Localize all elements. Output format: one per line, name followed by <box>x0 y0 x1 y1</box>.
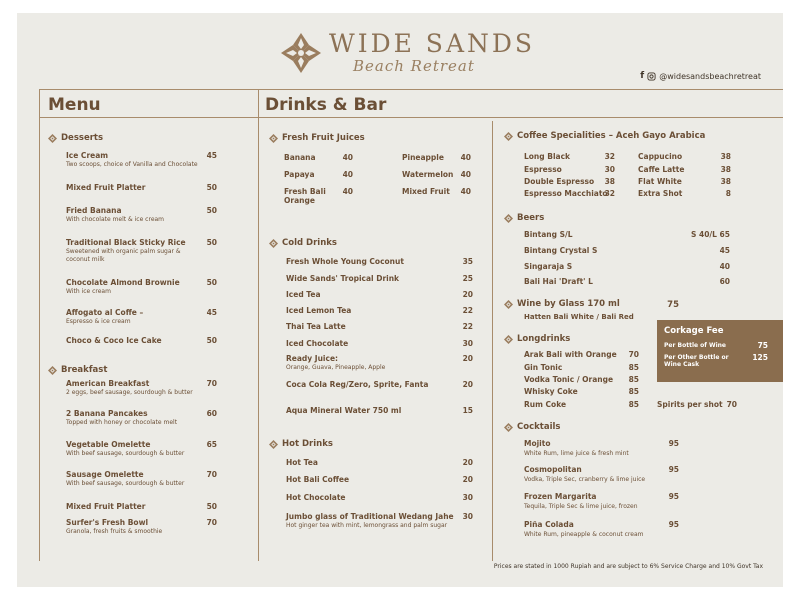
item-price: 40 <box>460 153 471 162</box>
item-name: Mixed Fruit Platter <box>66 183 146 192</box>
item-name: Aqua Mineral Water 750 ml <box>286 406 402 415</box>
header <box>17 13 783 93</box>
item-price: 45 <box>206 308 217 317</box>
item-name: Traditional Black Sticky Rice <box>66 238 186 247</box>
social-handle[interactable]: @widesandsbeachretreat <box>659 71 761 81</box>
section-title-text: Cold Drinks <box>282 238 337 248</box>
price-note: Prices are stated in 1000 Rupiah and are subject to 6% Service Charge and 10% Govt Tax <box>493 563 763 570</box>
social-links <box>640 71 761 81</box>
item-price: 50 <box>206 502 217 511</box>
item-price: 50 <box>206 238 217 247</box>
item-name: Caffe Latte <box>638 165 685 174</box>
item-price: 85 <box>628 400 639 409</box>
item-name: Double Espresso <box>524 177 595 186</box>
item-name: Bintang S/L <box>524 230 573 239</box>
item-price: 22 <box>462 322 473 331</box>
ornament-icon <box>269 134 278 143</box>
item-description: Orange, Guava, Pineapple, Apple <box>286 364 386 371</box>
ornament-icon <box>504 335 513 344</box>
item-name: Hot Bali Coffee <box>286 475 350 484</box>
item-name: Piña Colada <box>524 520 574 529</box>
menu-sheet <box>17 13 783 587</box>
item-price: 65 <box>206 440 217 449</box>
ornament-icon <box>48 366 57 375</box>
item-name: Whisky Coke <box>524 387 578 396</box>
item-description: Vodka, Triple Sec, cranberry & lime juice <box>524 476 646 483</box>
section-title-text: Longdrinks <box>517 334 571 344</box>
wine-price: 75 <box>667 300 679 310</box>
item-price: 30 <box>604 165 615 174</box>
section-title <box>269 238 337 248</box>
item-price: 40 <box>460 170 471 179</box>
item-price: 85 <box>628 363 639 372</box>
item-description: Two scoops, choice of Vanilla and Chocolate <box>66 161 198 168</box>
item-name: American Breakfast <box>66 379 150 388</box>
item-name: Espresso Macchiato <box>524 189 608 198</box>
ornament-icon <box>48 134 57 143</box>
item-name: Rum Coke <box>524 400 567 409</box>
item-name: Surfer's Fresh Bowl <box>66 518 149 527</box>
item-name: Ready Juice: <box>286 354 339 363</box>
item-price: 25 <box>462 274 473 283</box>
ornament-icon <box>504 423 513 432</box>
item-price: 70 <box>206 470 217 479</box>
item-description: Hot ginger tea with mint, lemongrass and palm sugar <box>286 522 448 529</box>
section-title <box>504 422 560 432</box>
spirits-price: 70 <box>726 400 737 409</box>
drinks-column-divider <box>492 121 493 561</box>
item-name: Chocolate Almond Brownie <box>66 278 180 287</box>
item-description: Hatten Bali White / Bali Red <box>524 313 634 321</box>
item-price: 35 <box>462 257 473 266</box>
item-price: 45 <box>719 246 730 255</box>
corkage-label: Per Bottle of Wine <box>664 342 726 349</box>
item-name: Sausage Omelette <box>66 470 144 479</box>
section-title <box>504 299 620 309</box>
corkage-price: 125 <box>752 353 768 362</box>
item-price: 22 <box>462 306 473 315</box>
drinks-title: Drinks & Bar <box>265 95 387 115</box>
item-price: 50 <box>206 278 217 287</box>
item-name: Singaraja S <box>524 262 573 271</box>
corkage-price: 75 <box>757 341 768 350</box>
item-price: 40 <box>342 153 353 162</box>
section-title <box>48 133 103 143</box>
item-price: 30 <box>462 493 473 502</box>
item-price: 95 <box>668 520 679 529</box>
item-name: Arak Bali with Orange <box>524 350 617 359</box>
section-title-text: Wine by Glass 170 ml <box>517 299 620 309</box>
item-name: Watermelon <box>402 170 454 179</box>
section-title-text: Hot Drinks <box>282 439 333 449</box>
item-name: Hot Chocolate <box>286 493 346 502</box>
item-name: Frozen Margarita <box>524 492 597 501</box>
item-price: 38 <box>720 177 731 186</box>
item-name: Iced Tea <box>286 290 321 299</box>
item-name: Thai Tea Latte <box>286 322 346 331</box>
section-title-text: Beers <box>517 213 545 223</box>
section-title <box>504 131 705 141</box>
item-price: 95 <box>668 465 679 474</box>
item-price: 50 <box>206 206 217 215</box>
brand-tagline: Beach Retreat <box>353 57 475 75</box>
item-description: Topped with honey or chocolate melt <box>66 419 178 426</box>
item-description: With beef sausage, sourdough & butter <box>66 480 185 487</box>
brand-name: WIDE SANDS <box>329 29 536 58</box>
section-title <box>48 365 107 375</box>
facebook-icon[interactable]: f <box>640 71 645 81</box>
section-title-text: Breakfast <box>61 365 108 375</box>
item-name: Vodka Tonic / Orange <box>524 375 614 384</box>
spirits-label: Spirits per shot <box>657 400 723 409</box>
brand-logo-icon <box>279 31 323 75</box>
item-name: Choco & Coco Ice Cake <box>66 336 162 345</box>
item-description: Sweetened with organic palm sugar & coconut milk <box>66 248 181 263</box>
item-name: Fresh Bali Orange <box>284 187 326 205</box>
item-description: Espresso & ice cream <box>66 318 131 325</box>
item-name: Pineapple <box>402 153 444 162</box>
section-title <box>504 213 544 223</box>
item-price: 95 <box>668 439 679 448</box>
item-price: 30 <box>462 512 473 521</box>
item-price: 20 <box>462 458 473 467</box>
menu-title: Menu <box>48 95 101 115</box>
item-name: Fresh Whole Young Coconut <box>286 257 404 266</box>
section-title <box>269 439 333 449</box>
item-name: Long Black <box>524 152 571 161</box>
section-title-text: Fresh Fruit Juices <box>282 133 365 143</box>
ornament-icon <box>504 300 513 309</box>
item-price: 20 <box>462 290 473 299</box>
title-divider <box>39 117 783 118</box>
corkage-title: Corkage Fee <box>664 326 724 336</box>
item-name: Mixed Fruit Platter <box>66 502 146 511</box>
item-description: Tequila, Triple Sec & lime juice, frozen <box>524 503 638 510</box>
item-description: With beef sausage, sourdough & butter <box>66 450 185 457</box>
item-name: Mojito <box>524 439 551 448</box>
item-name: Mixed Fruit <box>402 187 450 196</box>
item-name: Jumbo glass of Traditional Wedang Jahe <box>286 512 454 521</box>
item-price: 50 <box>206 183 217 192</box>
item-price: 85 <box>628 387 639 396</box>
item-name: Papaya <box>284 170 315 179</box>
item-name: Gin Tonic <box>524 363 563 372</box>
item-price: 40 <box>342 170 353 179</box>
item-price: 32 <box>604 189 615 198</box>
item-name: Extra Shot <box>638 189 683 198</box>
item-name: Espresso <box>524 165 562 174</box>
item-name: Affogato al Coffe – <box>66 308 144 317</box>
section-title-text: Cocktails <box>517 422 561 432</box>
item-price: 40 <box>342 187 353 196</box>
item-name: Iced Lemon Tea <box>286 306 352 315</box>
item-price: 40 <box>460 187 471 196</box>
item-price: 38 <box>720 152 731 161</box>
item-name: 2 Banana Pancakes <box>66 409 148 418</box>
item-price: 85 <box>628 375 639 384</box>
item-name: Vegetable Omelette <box>66 440 151 449</box>
section-title <box>504 334 570 344</box>
section-title-text: Coffee Specialities – Aceh Gayo Arabica <box>517 131 706 141</box>
item-name: Coca Cola Reg/Zero, Sprite, Fanta <box>286 380 429 389</box>
item-description: White Rum, lime juice & fresh mint <box>524 450 629 457</box>
item-price: 38 <box>720 165 731 174</box>
item-price: 70 <box>206 518 217 527</box>
item-description: 2 eggs, beef sausage, sourdough & butter <box>66 389 193 396</box>
item-price: 60 <box>719 277 730 286</box>
item-price: 15 <box>462 406 473 415</box>
item-name: Banana <box>284 153 316 162</box>
item-name: Ice Cream <box>66 151 109 160</box>
item-name: Hot Tea <box>286 458 318 467</box>
item-name: Bintang Crystal S <box>524 246 598 255</box>
instagram-icon[interactable] <box>647 72 656 81</box>
item-price: 45 <box>206 151 217 160</box>
top-divider <box>39 89 783 90</box>
item-name: Iced Chocolate <box>286 339 349 348</box>
item-name: Wide Sands' Tropical Drink <box>286 274 400 283</box>
ornament-icon <box>269 440 278 449</box>
item-name: Bali Hai 'Draft' L <box>524 277 593 286</box>
corkage-fee-box <box>657 320 783 382</box>
item-description: White Rum, pineapple & coconut cream <box>524 531 644 538</box>
item-price: S 40/L 65 <box>690 230 730 239</box>
item-price: 20 <box>462 380 473 389</box>
ornament-icon <box>504 214 513 223</box>
item-name: Fried Banana <box>66 206 122 215</box>
item-price: 60 <box>206 409 217 418</box>
item-price: 95 <box>668 492 679 501</box>
item-price: 20 <box>462 354 473 363</box>
item-description: With ice cream <box>66 288 111 295</box>
item-name: Cappucino <box>638 152 683 161</box>
ornament-icon <box>269 239 278 248</box>
section-title <box>269 133 365 143</box>
item-price: 70 <box>206 379 217 388</box>
item-price: 30 <box>462 339 473 348</box>
ornament-icon <box>504 132 513 141</box>
item-price: 70 <box>628 350 639 359</box>
item-price: 32 <box>604 152 615 161</box>
item-price: 20 <box>462 475 473 484</box>
item-price: 8 <box>725 189 731 198</box>
item-price: 38 <box>604 177 615 186</box>
corkage-label: Per Other Bottle or Wine Cask <box>664 354 729 368</box>
item-price: 40 <box>719 262 730 271</box>
item-description: With chocolate melt & ice cream <box>66 216 165 223</box>
item-description: Granola, fresh fruits & smoothie <box>66 528 163 535</box>
section-title-text: Desserts <box>61 133 104 143</box>
item-name: Cosmopolitan <box>524 465 582 474</box>
item-name: Flat White <box>638 177 682 186</box>
item-price: 50 <box>206 336 217 345</box>
